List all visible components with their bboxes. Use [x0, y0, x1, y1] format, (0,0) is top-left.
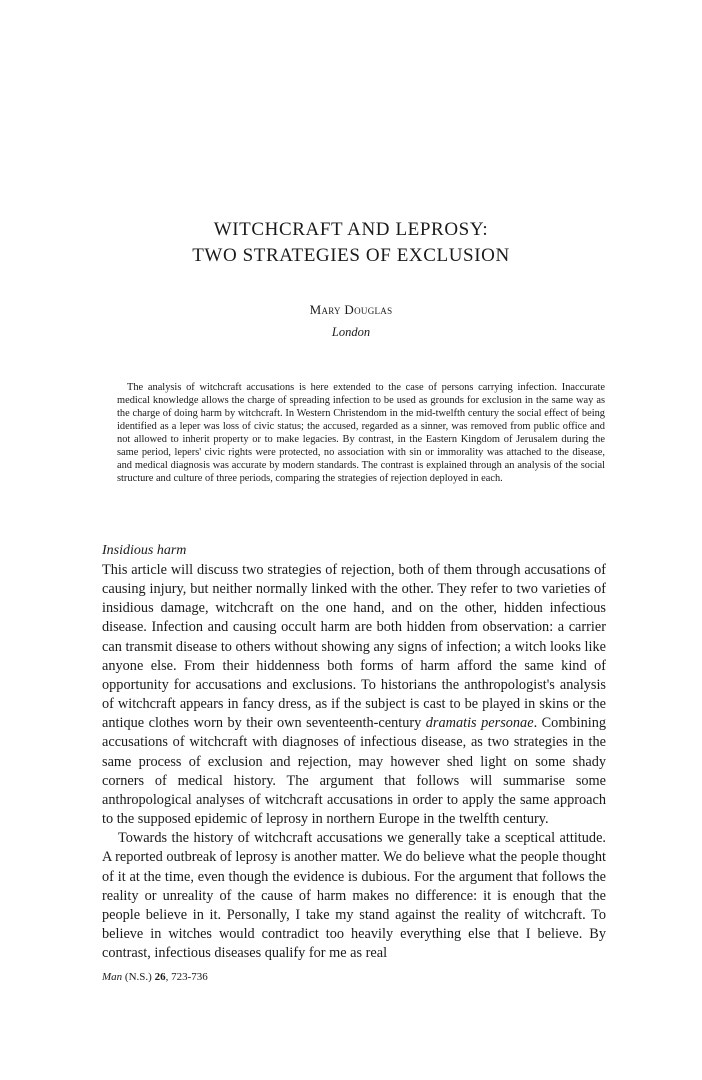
- author-name: Mary Douglas: [309, 302, 393, 317]
- paragraph-1-italic: dramatis personae: [425, 715, 534, 732]
- footer-series: (N.S.): [122, 971, 155, 983]
- paragraph-1-part-a: This article will discuss two strategies of rejection, both of them through accusations of causing injury, but neither normally linked with the other. They refer to two varieties of insidious damage, witchcraft on the one hand, and on the other, hidden infectious disease. Infection and causing occult harm are both hidden from observation: a carrier can transmit disease to others without showing any signs of infection; a witch looks like anyone else. From their hiddenness both forms of harm afford the same kind of opportunity for accusations and exclusions. To historians the anthropologist's analysis of witchcraft appears in fancy dress, as if the subject is cast to be played in skins or the antique clothes worn by their own seventeenth-century: [102, 562, 606, 732]
- section-heading: Insidious harm: [102, 543, 187, 558]
- paragraph-1-part-b: . Combining accusations of witchcraft with diagnoses of infectious disease, as two strategies in the same process of exclusion and rejection, may however shed light on some shady corners of medical history. The argument that follows will summarise some anthropological analyses of witchcraft accusations in order to apply the same approach to the supposed epidemic of leprosy in northern Europe in the twelfth century.: [102, 715, 606, 828]
- footer-volume: 26: [154, 971, 166, 983]
- paragraph-2: Towards the history of witchcraft accusations we generally take a sceptical attitude. A reported outbreak of leprosy is another matter. We do believe what the people thought of it at the time, even though the evidence is dubious. For the argument that follows the reality or unreality of the cause of harm makes no difference: it is enough that the people believe in it. Personally, I take my stand against the reality of witchcraft. To believe in witches would contradict too heavily everything else that I believe. By contrast, infectious diseases qualify for me as real: [102, 830, 606, 962]
- author-affiliation: London: [331, 325, 371, 339]
- footer-pages: , 723-736: [165, 971, 208, 983]
- article-title-line-2: TWO STRATEGIES OF EXCLUSION: [192, 245, 510, 266]
- body-text: [102, 561, 606, 963]
- citation-footer: [102, 970, 208, 984]
- paragraph-1: [102, 561, 606, 829]
- abstract: The analysis of witchcraft accusations is here extended to the case of persons carrying infection. Inaccurate medical knowledge allows the charge of spreading infection to be used as grounds for exclusion in the same way as the charge of doing harm by witchcraft. In Western Christendom in the mid-twelfth century the social effect of being identified as a leper was loss of civic status; the accused, regarded as a sinner, was removed from public office and not allowed to inherit property or to make legacies. By contrast, in the Eastern Kingdom of Jerusalem during the same period, lepers' civic rights were protected, no association with sin or immorality was attached to the disease, and medical diagnosis was accurate by modern standards. The contrast is explained through an analysis of the social structure and culture of three periods, comparing the strategies of rejection deployed in each.: [117, 382, 605, 484]
- article-title-line-1: WITCHCRAFT AND LEPROSY:: [213, 219, 489, 240]
- footer-journal: Man: [102, 971, 123, 983]
